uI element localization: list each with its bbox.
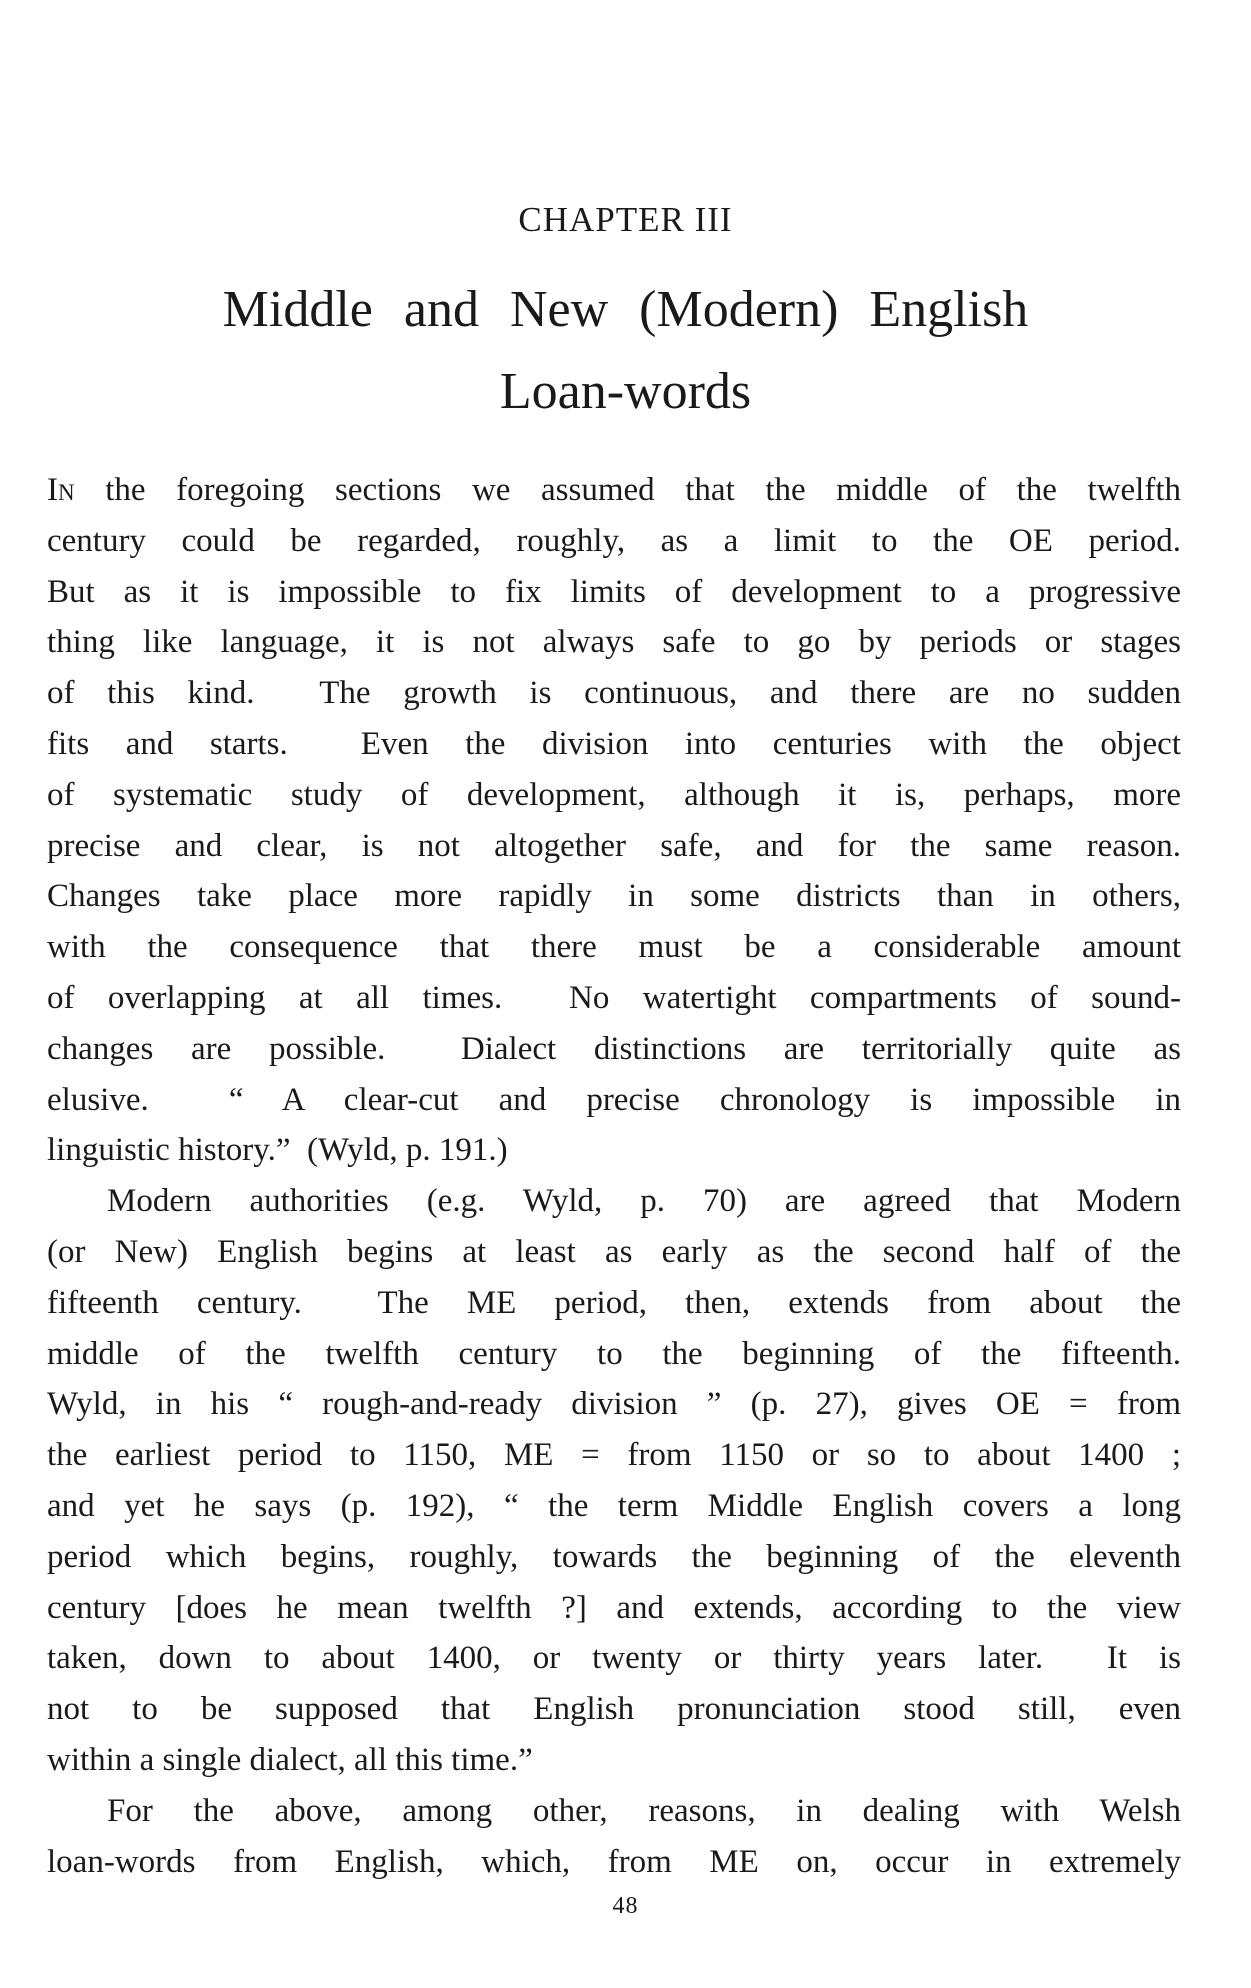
text-line — [47, 1329, 1181, 1380]
text-line — [47, 1430, 1181, 1481]
text-line — [47, 821, 1181, 872]
text-line-content: within a single dialect, all this time.” — [47, 1741, 533, 1778]
text-line — [47, 1176, 1181, 1227]
text-line — [47, 1075, 1181, 1126]
text-line-content: Modern authorities (e.g. Wyld, p. 70) are agreed that Modern — [107, 1183, 1181, 1220]
text-line-content: linguistic history.” (Wyld, p. 191.) — [47, 1132, 508, 1169]
text-line-content: period which begins, roughly, towards the beginning of the eleventh — [47, 1538, 1181, 1575]
text-line — [47, 1278, 1181, 1329]
text-line — [47, 617, 1181, 668]
text-line — [47, 668, 1181, 719]
text-line-content: precise and clear, is not altogether safe, and for the same reason. — [47, 827, 1181, 864]
text-line — [47, 1379, 1181, 1430]
text-line — [47, 1633, 1181, 1684]
text-line-content: of this kind. The growth is continuous, and there are no sudden — [47, 675, 1181, 712]
chapter-title-line-1: Middle and New (Modern) English — [222, 281, 1029, 338]
drop-lead-word: In — [47, 472, 75, 508]
text-line-content: the foregoing sections we assumed that the middle of the twelfth — [74, 472, 1181, 508]
text-line-content: taken, down to about 1400, or twenty or thirty years later. It is — [47, 1640, 1181, 1677]
text-line-content: loan-words from English, which, from ME on, occur in extremely — [47, 1843, 1181, 1880]
text-line-content: middle of the twelfth century to the beginning of the fifteenth. — [47, 1335, 1181, 1372]
text-line-content: elusive. “ A clear-cut and precise chronology is impossible in — [47, 1081, 1181, 1118]
text-line-content: the earliest period to 1150, ME = from 1150 or so to about 1400 ; — [47, 1437, 1181, 1474]
text-line — [47, 516, 1181, 567]
text-line — [47, 567, 1181, 618]
text-line — [47, 1024, 1181, 1075]
text-line — [47, 1125, 1181, 1176]
text-line-content: Wyld, in his “ rough-and-ready division ” (p. 27), gives OE = from — [47, 1386, 1181, 1423]
text-line — [47, 1583, 1181, 1634]
text-line — [47, 1481, 1181, 1532]
text-line — [47, 1532, 1181, 1583]
text-line-content: But as it is impossible to fix limits of development to a progressive — [47, 573, 1181, 610]
text-line — [47, 719, 1181, 770]
body-text — [47, 465, 1181, 1887]
text-line — [47, 1684, 1181, 1735]
chapter-title-line-2: Loan-words — [499, 363, 752, 420]
text-line — [47, 973, 1181, 1024]
text-line-content: Changes take place more rapidly in some districts than in others, — [47, 878, 1181, 915]
text-line-content: of systematic study of development, although it is, perhaps, more — [47, 776, 1181, 813]
text-line — [47, 922, 1181, 973]
text-line — [47, 770, 1181, 821]
text-line — [47, 871, 1181, 922]
text-line-content: and yet he says (p. 192), “ the term Middle English covers a long — [47, 1487, 1181, 1524]
text-line-content: of overlapping at all times. No watertight compartments of sound- — [47, 979, 1181, 1016]
text-line-content: with the consequence that there must be a considerable amount — [47, 929, 1181, 966]
text-line-content: (or New) English begins at least as early as the second half of the — [47, 1233, 1181, 1270]
text-line — [47, 1837, 1181, 1888]
chapter-heading: CHAPTER III — [518, 200, 733, 239]
text-line-content: For the above, among other, reasons, in dealing with Welsh — [107, 1792, 1181, 1829]
text-line — [47, 465, 1181, 516]
text-line-content: not to be supposed that English pronunciation stood still, even — [47, 1691, 1181, 1728]
text-line-content: thing like language, it is not always safe to go by periods or stages — [47, 624, 1181, 661]
text-line — [47, 1227, 1181, 1278]
text-line-content: changes are possible. Dialect distinctions are territorially quite as — [47, 1030, 1181, 1067]
page-number: 48 — [612, 1893, 639, 1919]
text-line — [47, 1786, 1181, 1837]
text-line — [47, 1735, 1181, 1786]
text-line-content: fifteenth century. The ME period, then, extends from about the — [47, 1284, 1181, 1321]
text-line-content: fits and starts. Even the division into centuries with the object — [47, 725, 1181, 762]
text-line-content: century [does he mean twelfth ?] and extends, according to the view — [47, 1589, 1181, 1626]
text-line-content: century could be regarded, roughly, as a limit to the OE period. — [47, 522, 1181, 559]
